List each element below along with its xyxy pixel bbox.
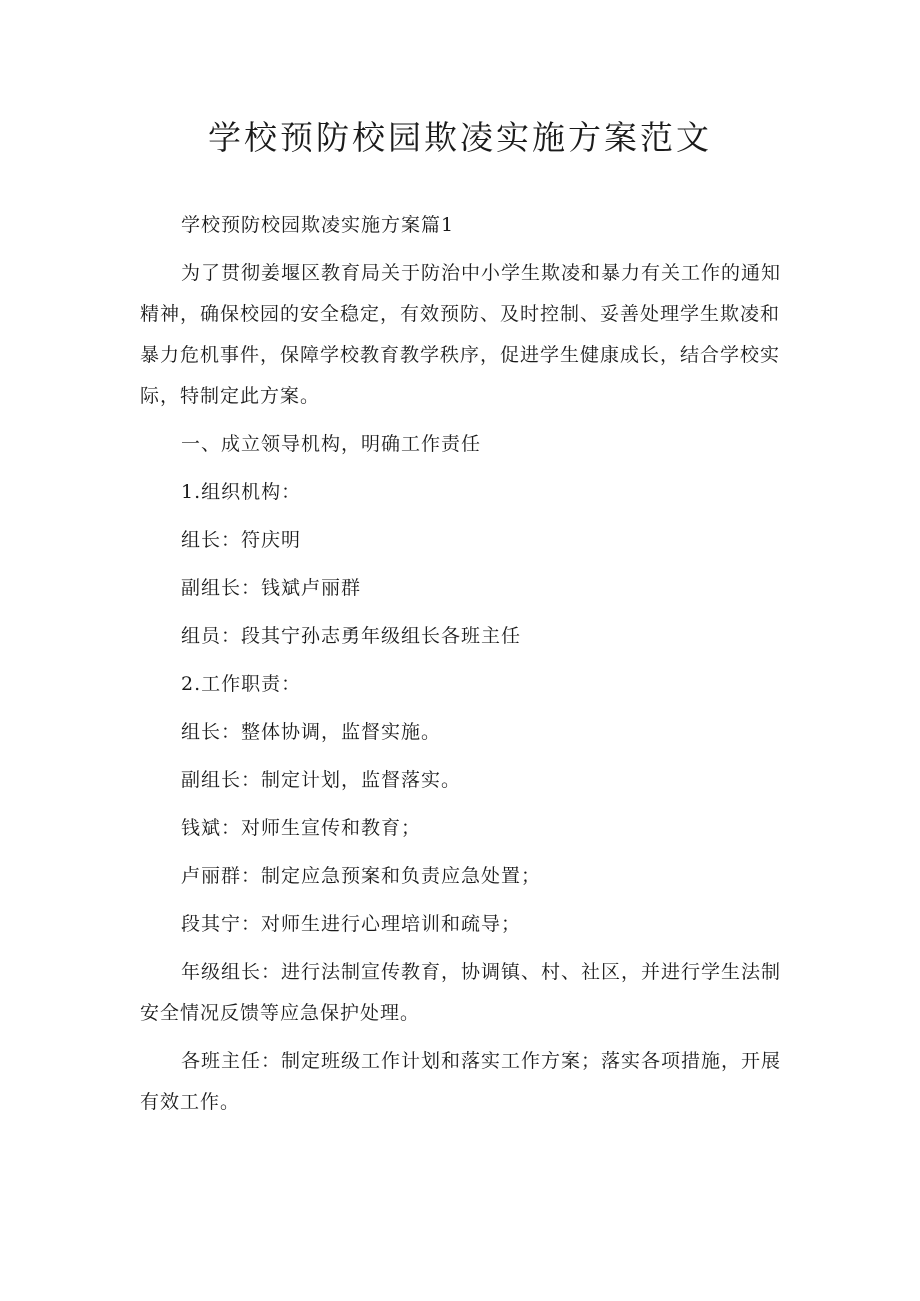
paragraph-line: 年级组长：进行法制宣传教育，协调镇、村、社区，并进行学生法制 — [181, 961, 782, 983]
paragraph — [140, 672, 784, 696]
paragraph-line: 为了贯彻姜堰区教育局关于防治中小学生欺凌和暴力有关工作的通知 — [181, 262, 782, 284]
paragraph-line: 副组长：钱斌卢丽群 — [181, 577, 362, 599]
document-body — [140, 213, 784, 1138]
paragraph-line: 精神，确保校园的安全稳定，有效预防、及时控制、妥善处理学生欺凌和 — [140, 303, 781, 325]
paragraph — [140, 912, 784, 936]
paragraph-line: 有效工作。 — [140, 1091, 241, 1113]
paragraph — [140, 480, 784, 504]
paragraph — [140, 576, 784, 600]
document-title: 学校预防校园欺凌实施方案范文 — [208, 118, 712, 157]
paragraph — [140, 864, 784, 888]
paragraph-line: 组员：段其宁孙志勇年级组长各班主任 — [181, 625, 522, 647]
paragraph — [140, 768, 784, 792]
paragraph-line: 安全情况反馈等应急保护处理。 — [140, 1002, 421, 1024]
paragraph — [140, 213, 784, 237]
paragraph — [140, 816, 784, 840]
paragraph-line: 2.工作职责： — [181, 673, 302, 695]
paragraph — [140, 720, 784, 744]
paragraph-line: 际，特制定此方案。 — [140, 385, 321, 407]
paragraph-line: 副组长：制定计划，监督落实。 — [181, 769, 462, 791]
paragraph-line: 段其宁：对师生进行心理培训和疏导； — [181, 913, 522, 935]
paragraph-line: 1.组织机构： — [181, 481, 302, 503]
paragraph-line: 组长：符庆明 — [181, 529, 302, 551]
paragraph — [140, 624, 784, 648]
paragraph — [140, 432, 784, 456]
paragraph-line: 暴力危机事件，保障学校教育教学秩序，促进学生健康成长，结合学校实 — [140, 344, 781, 366]
paragraph — [140, 960, 784, 1025]
paragraph — [140, 1049, 784, 1114]
paragraph — [140, 528, 784, 552]
paragraph — [140, 261, 784, 408]
paragraph-line: 各班主任：制定班级工作计划和落实工作方案；落实各项措施，开展 — [181, 1050, 782, 1072]
paragraph-line: 组长：整体协调，监督实施。 — [181, 721, 442, 743]
paragraph-line: 学校预防校园欺凌实施方案篇1 — [181, 214, 455, 236]
paragraph-line: 一、成立领导机构，明确工作责任 — [181, 433, 482, 455]
paragraph-line: 钱斌：对师生宣传和教育； — [181, 817, 422, 839]
paragraph-line: 卢丽群：制定应急预案和负责应急处置； — [181, 865, 542, 887]
